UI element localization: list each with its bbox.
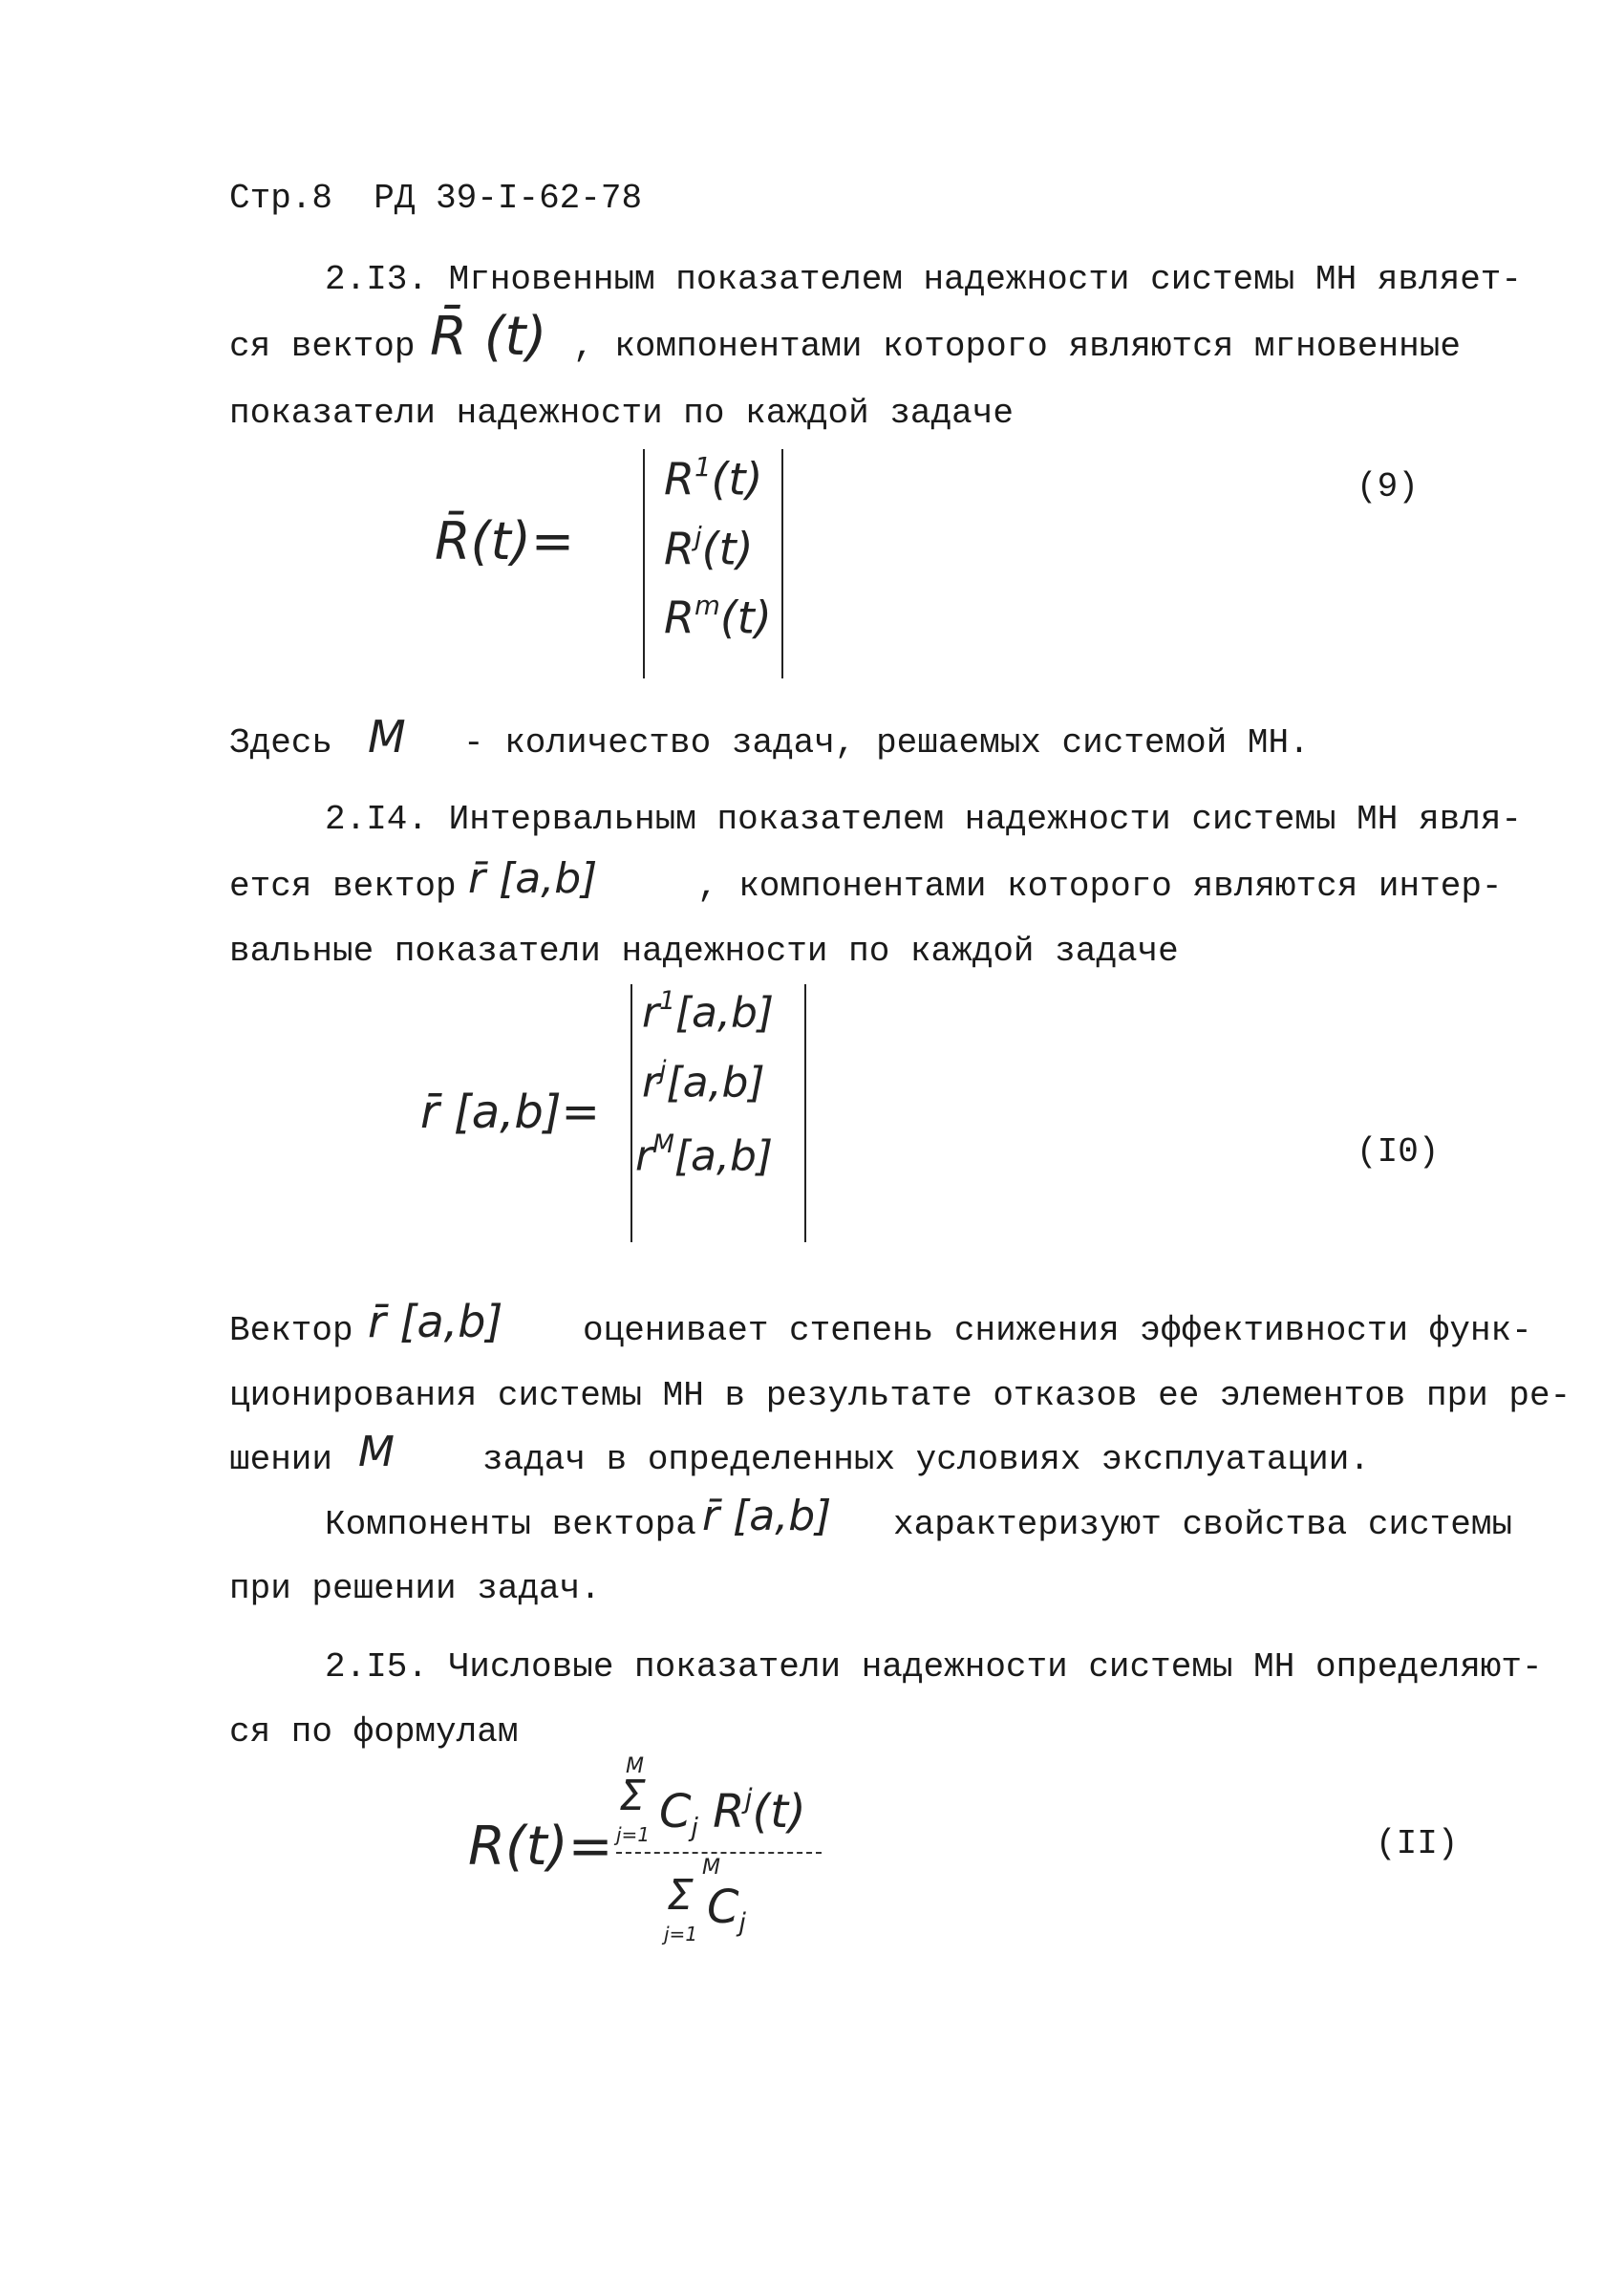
eq9-number: (9) [1357, 467, 1419, 506]
eq9-row1: $R^1(t)$ [664, 451, 763, 505]
page-number: Стр.8 [229, 179, 333, 218]
vec-var-M: M [358, 1428, 395, 1476]
eq11-number: (II) [1376, 1824, 1459, 1863]
eq11-numerator: $C_j$ $R^j(t)$ [659, 1782, 806, 1843]
eq11-den-sum-bottom: j=1 [664, 1923, 698, 1946]
eq9-right-bar [781, 449, 783, 678]
vec-l3b: задач в определенных условиях эксплуатации. [482, 1440, 1370, 1479]
s213-line1: 2.I3. Мгновенным показателем надежности системы МН являет- [325, 260, 1523, 299]
eq11-num-sigma: Σ [619, 1772, 646, 1820]
s214-line1: 2.I4. Интервальным показателем надежности системы МН явля- [325, 800, 1523, 839]
zdes-a: Здесь [229, 723, 333, 763]
vec-l2: ционирования системы МН в результате отказов ее элементов при ре- [229, 1376, 1571, 1415]
eq10-row1: $r^1[a,b]$ [642, 986, 775, 1038]
s214-line3: вальные показатели надежности по каждой задаче [229, 932, 1179, 971]
eq11-num-sum-bottom: j=1 [616, 1823, 651, 1846]
eq10-row3: $r^M[a,b]$ [635, 1129, 774, 1181]
comp-l1a: Компоненты вектора [325, 1505, 696, 1544]
eq9-lhs: R̄(t)= [435, 511, 575, 571]
comp-l1b: характеризуют свойства системы [893, 1505, 1513, 1544]
eq9-row2: $R^j(t)$ [664, 521, 754, 575]
s214-line2b: , компонентами которого являются интер- [697, 867, 1503, 906]
eq10-lhs: r̄ [a,b]= [420, 1086, 600, 1139]
eq11-den-sigma: Σ [667, 1871, 694, 1920]
s214-line2a: ется вектор [229, 867, 457, 906]
eq10-row2: $r^j[a,b]$ [642, 1056, 765, 1107]
s213-line3: показатели надежности по каждой задаче [229, 394, 1014, 433]
s214-var-r: r̄ [a,b] [468, 854, 598, 903]
s213-line2b: , компонентами которого являются мгновенные [573, 327, 1461, 366]
s215-line1: 2.I5. Числовые показатели надежности системы МН определяют- [325, 1647, 1543, 1687]
vec-var-r: r̄ [a,b] [368, 1296, 503, 1347]
eq11-den-sum-top: M [702, 1856, 720, 1880]
eq10-left-bar [630, 984, 632, 1242]
vec-l3a: шении [229, 1440, 333, 1479]
eq10-number: (I0) [1357, 1132, 1440, 1172]
zdes-b: - количество задач, решаемых системой МН. [463, 723, 1310, 763]
doc-code: РД 39-I-62-78 [374, 179, 643, 218]
eq10-right-bar [804, 984, 806, 1242]
page-header [229, 179, 643, 218]
zdes-var-M: M [368, 711, 406, 763]
vec-l1a: Вектор [229, 1311, 353, 1350]
eq11-num-sum-top: M [626, 1754, 644, 1778]
comp-l2: при решении задач. [229, 1569, 601, 1608]
eq9-row3: $R^m(t)$ [664, 590, 772, 644]
s215-line2: ся по формулам [229, 1712, 519, 1752]
vec-l1b: оценивает степень снижения эффективности функ- [583, 1311, 1532, 1350]
eq11-lhs: R(t)= [468, 1816, 613, 1878]
eq9-left-bar [643, 449, 645, 678]
s213-var-R: R̄ (t) [430, 306, 547, 368]
eq11-denominator: $C_j$ [707, 1881, 746, 1939]
comp-var-r: r̄ [a,b] [702, 1492, 832, 1540]
s213-line2a: ся вектор [229, 327, 416, 366]
